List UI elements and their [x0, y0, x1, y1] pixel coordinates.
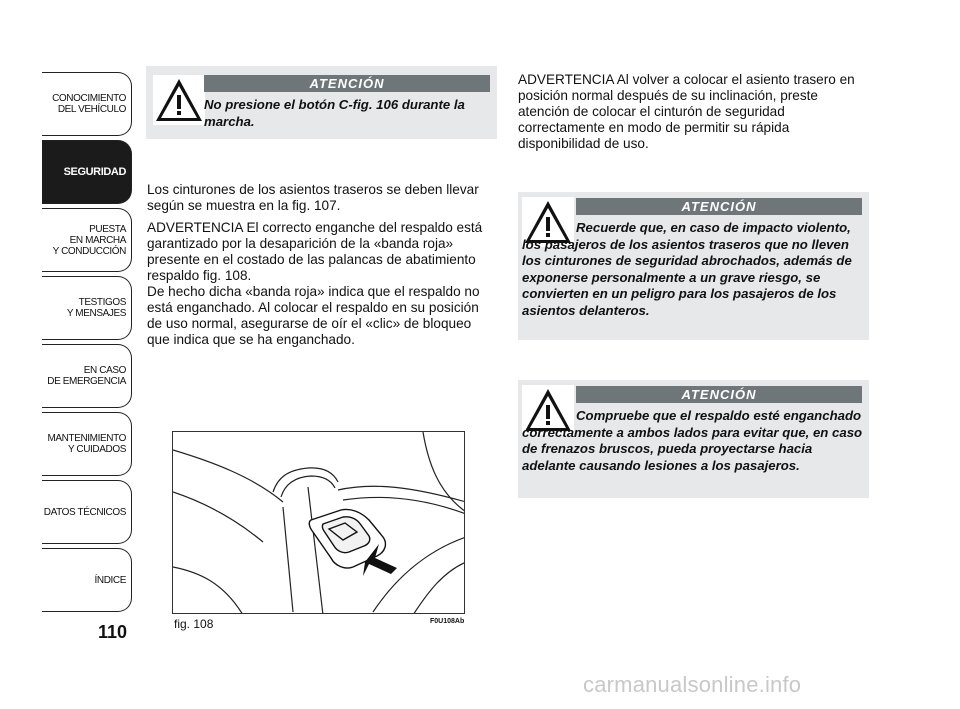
- figure-caption: fig. 108: [174, 617, 214, 631]
- body-text-left: [147, 182, 497, 348]
- body-text-right: ADVERTENCIA Al volver a colocar el asiento trasero en posición normal después de su inclinación, preste atención de colocar el cinturón de seguridad correctamente en modo de permitir su rápida disponibilidad de uso.: [518, 72, 855, 151]
- paragraph: De hecho dicha «banda roja» indica que el respaldo no está enganchado. Al colocar el respaldo en su posición de uso normal, asegurarse de oír el «clic» de bloqueo que indica que se ha enganchado.: [147, 284, 480, 347]
- warning-text: No presione el botón C-fig. 106 durante la marcha.: [204, 97, 465, 129]
- page-number: 110: [98, 622, 128, 642]
- tab-conocimiento-del-vehiculo[interactable]: [42, 72, 132, 136]
- tab-mantenimiento-y-cuidados[interactable]: [42, 412, 132, 476]
- warning-box: [518, 192, 869, 340]
- tab-label: DEL VEHÍCULO: [57, 104, 126, 115]
- figure-code: F0U108Ab: [430, 618, 465, 625]
- tab-label: Y CONDUCCIÓN: [52, 245, 126, 257]
- seat-backrest-illustration: [173, 432, 465, 614]
- tab-label: MANTENIMIENTO: [47, 433, 126, 444]
- warning-text: Compruebe que el respaldo esté enganchado correctamente a ambos lados para evitar que, en caso de frenazos bruscos, pueda proyectarse hacia adelante causando lesiones a los pasajeros.: [522, 408, 863, 473]
- warning-box: [146, 66, 497, 139]
- tab-label: CONOCIMIENTO: [52, 93, 126, 104]
- paragraph: Los cinturones de los asientos traseros se deben llevar según se muestra en la fig. 107.: [147, 182, 479, 213]
- warning-box: [518, 380, 869, 498]
- warning-triangle-icon: [153, 75, 205, 125]
- tab-label: Y MENSAJES: [66, 308, 126, 319]
- tab-label: Y CUIDADOS: [67, 444, 126, 455]
- figure-108: [172, 431, 465, 614]
- tab-puesta-en-marcha[interactable]: [42, 208, 132, 272]
- tab-label: EN MARCHA: [69, 234, 126, 246]
- warning-text: Recuerde que, en caso de impacto violento, los pasajeros de los asientos traseros que no lleven los cinturones de seguridad abrochados, además de exponerse personalmente a un grave riesgo, se convierten en un peligro para los pasajeros de los asientos delanteros.: [522, 220, 852, 318]
- warning-heading: ATENCIÓN: [576, 386, 862, 403]
- warning-heading: ATENCIÓN: [204, 75, 490, 92]
- paragraph: ADVERTENCIA El correcto enganche del respaldo está garantizado por la desaparición de la «banda roja» presente en el costado de las palancas de abatimiento respaldo fig. 108.: [147, 220, 483, 283]
- tab-label: PUESTA: [89, 223, 126, 235]
- warning-heading: ATENCIÓN: [576, 198, 862, 215]
- watermark: carmanualsonline.info: [583, 672, 802, 697]
- tab-label: DE EMERGENCIA: [47, 376, 126, 387]
- tab-label: TESTIGOS: [78, 297, 126, 308]
- tab-testigos-y-mensajes[interactable]: [42, 276, 132, 340]
- tab-indice[interactable]: [42, 548, 132, 612]
- tab-seguridad[interactable]: [42, 140, 132, 204]
- tab-label: EN CASO: [83, 365, 126, 376]
- tab-label: DATOS TÉCNICOS: [43, 506, 126, 518]
- tab-datos-tecnicos[interactable]: [42, 480, 132, 544]
- tab-en-caso-de-emergencia[interactable]: [42, 344, 132, 408]
- tab-label: ÍNDICE: [94, 574, 126, 586]
- tab-label: SEGURIDAD: [63, 165, 126, 178]
